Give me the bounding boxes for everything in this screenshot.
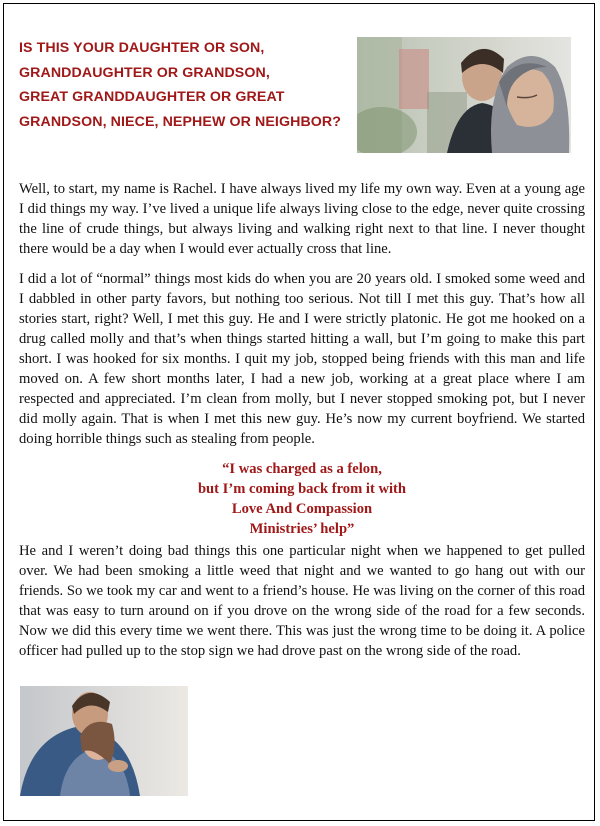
headline-line: IS THIS YOUR DAUGHTER OR SON,: [19, 40, 265, 56]
pull-quote-line: Ministries’ help”: [249, 521, 355, 537]
headline-line: GRANDDAUGHTER OR GRANDSON,: [19, 64, 270, 81]
article-paragraph: He and I weren’t doing bad things this one particular night when we happened to get pulled over. We had been smoking a little weed that night and we wanted to go hang out with our friends. So we took my car and went to a friend’s house. He was living on the corner of this road that was easy to turn around on if you drove on the wrong side of the road for a few seconds. Now we did this every time we went there. This was just the wrong time to be doing it. A police officer had pulled up to the stop sign we had drove past on the wrong side of the road.: [19, 543, 585, 659]
headline: [19, 36, 359, 134]
pull-quote: [19, 459, 585, 539]
photo-young-couple: [357, 37, 571, 153]
pull-quote-line: Love And Compassion: [231, 501, 373, 517]
pull-quote-line: but I’m coming back from it with: [197, 481, 407, 497]
pull-quote-line: “I was charged as a felon,: [222, 461, 382, 477]
article-paragraph: I did a lot of “normal” things most kids do when you are 20 years old. I smoked some weed and I dabbled in other party favors, but nothing too serious. Not till I met this guy. That’s how all stories start, right? Well, I met this guy. He and I were strictly platonic. He got me hooked on a drug called molly and that’s when things started hitting a wall, but I’m going to make this part short. I was hooked for six months. I quit my job, stopped being friends with this man and life moved on. A few short months later, I had a new job, working at a great place where I am respected and appreciated. I’m clean from molly, but I never stopped smoking pot, but I never did molly again. That is when I met this new guy. He’s now my current boyfriend. We started doing horrible things such as stealing from people.: [19, 271, 585, 447]
headline-line: GRANDSON, NIECE, NEPHEW OR NEIGHBOR?: [19, 113, 342, 130]
article-paragraph: Well, to start, my name is Rachel. I have always lived my life my own way. Even at a young age I did things my way. I’ve lived a unique life always living close to the edge, never quite crossing the line of crude things, but always living and walking right next to that line. I never thought there would be a day when I would ever actually cross that line.: [19, 181, 585, 257]
page: [3, 3, 595, 821]
headline-line: GREAT GRANDDAUGHTER OR GREAT: [19, 89, 285, 105]
photo-couple-embracing: [20, 686, 188, 796]
